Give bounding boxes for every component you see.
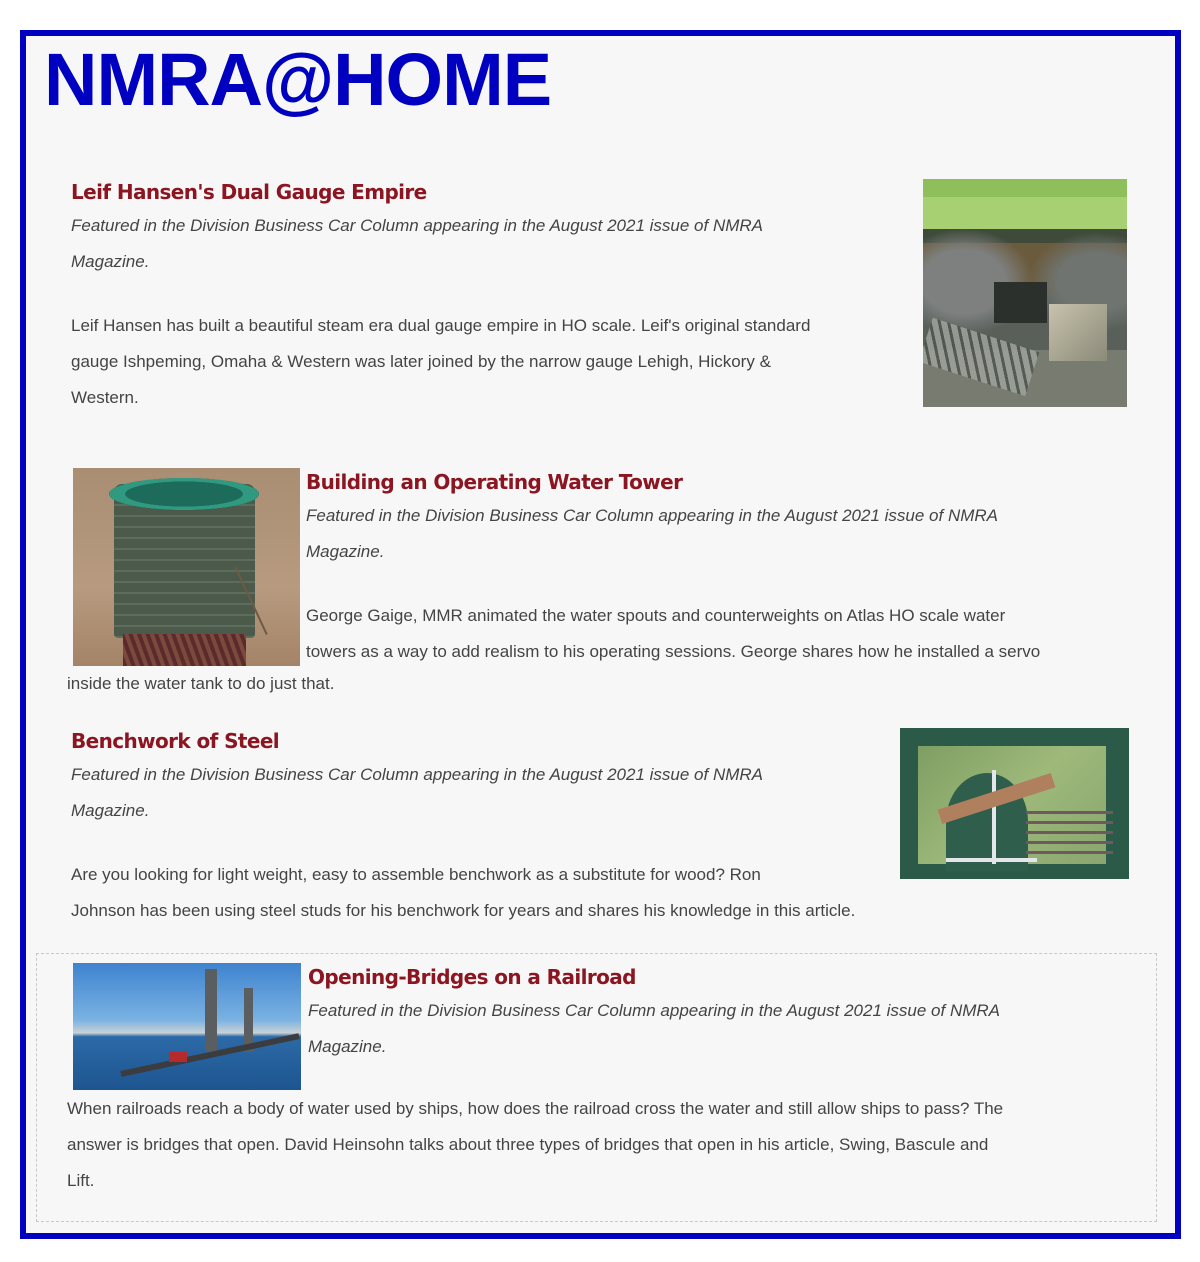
lift-bridge-photo[interactable] — [73, 963, 301, 1090]
article-card-water-tower — [306, 468, 1136, 670]
article-body-line: Lift. — [67, 1171, 95, 1190]
tower-legs-shape — [123, 634, 246, 666]
article-byline: Featured in the Division Business Car Column appearing in the August 2021 issue of NMRA — [71, 765, 764, 784]
article-title[interactable]: Building an Operating Water Tower — [306, 470, 683, 494]
tracks-shape — [1026, 811, 1113, 856]
article-byline-cont: Magazine. — [71, 801, 150, 820]
tunnel-shape — [994, 282, 1047, 323]
article-byline-cont: Magazine. — [308, 1037, 387, 1056]
article-body-line: gauge Ishpeming, Omaha & Western was later joined by the narrow gauge Lehigh, Hickory & — [71, 352, 771, 371]
article-byline: Featured in the Division Business Car Column appearing in the August 2021 issue of NMRA — [71, 216, 764, 235]
article-body-line: Are you looking for light weight, easy to assemble benchwork as a substitute for wood? Ron — [71, 865, 761, 884]
article-body-line: Leif Hansen has built a beautiful steam era dual gauge empire in HO scale. Leif's original standard — [71, 316, 811, 335]
article-body-opening-bridges — [67, 1091, 1147, 1199]
tank-rim-shape — [109, 478, 259, 510]
article-body-line: Johnson has been using steel studs for his benchwork for years and shares his knowledge in this article. — [71, 901, 856, 920]
steel-stud-shape — [992, 770, 996, 864]
brand-title: NMRA@HOME — [44, 38, 552, 121]
article-body-line: towers as a way to add realism to his operating sessions. George shares how he installed a servo — [306, 642, 1041, 661]
article-body-line: answer is bridges that open. David Heinsohn talks about three types of bridges that open in his article, Swing, Bascule and — [67, 1135, 989, 1154]
article-byline-cont: Magazine. — [71, 252, 150, 271]
layout-photo[interactable] — [923, 179, 1127, 407]
article-title[interactable]: Benchwork of Steel — [71, 729, 280, 753]
article-byline: Featured in the Division Business Car Column appearing in the August 2021 issue of NMRA — [306, 506, 999, 525]
benchwork-photo[interactable] — [900, 728, 1129, 879]
article-card-dual-gauge — [71, 178, 911, 416]
bridge-shape — [923, 318, 1039, 396]
bridge-tower-shape — [205, 969, 216, 1052]
article-body-line: Western. — [71, 388, 139, 407]
water-tower-photo[interactable] — [73, 468, 300, 666]
train-shape — [169, 1052, 187, 1062]
article-title[interactable]: Leif Hansen's Dual Gauge Empire — [71, 180, 427, 204]
article-body-line: inside the water tank to do just that. — [67, 674, 335, 693]
article-body-line: George Gaige, MMR animated the water spouts and counterweights on Atlas HO scale water — [306, 606, 1006, 625]
article-body-line: When railroads reach a body of water used by ships, how does the railroad cross the water and still allow ships to pass? The — [67, 1099, 1004, 1118]
steel-stud-shape — [946, 858, 1038, 862]
article-byline: Featured in the Division Business Car Column appearing in the August 2021 issue of NMRA — [308, 1001, 1001, 1020]
article-byline-cont: Magazine. — [306, 542, 385, 561]
building-shape — [1049, 304, 1106, 361]
article-title[interactable]: Opening-Bridges on a Railroad — [308, 965, 636, 989]
article-header-opening-bridges — [308, 963, 1138, 1065]
article-card-benchwork — [71, 727, 971, 929]
